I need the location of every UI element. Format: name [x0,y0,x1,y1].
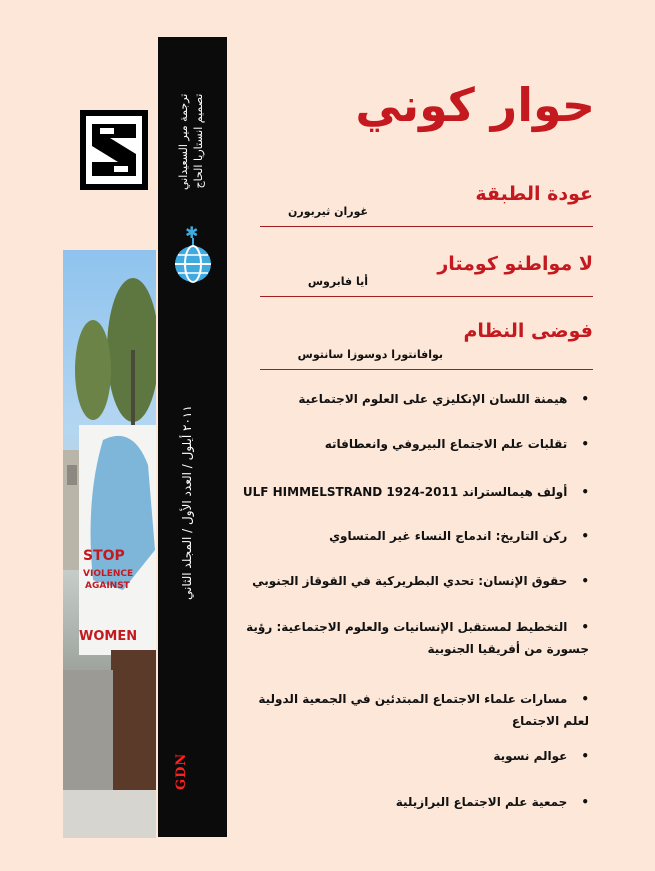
toc-item: •مسارات علماء الاجتماع المبتدئين في الجمعية الدولية لعلم الاجتماع [258,692,589,728]
toc-item: •هيمنة اللسان الإنكليزي على العلوم الاجتماعية [298,392,589,406]
toc-item: •ركن التاريخ: اندماج النساء غير المتساوي [329,529,589,543]
bullet-icon: • [581,437,589,451]
section-1 [260,183,593,227]
section-heading: عودة الطبقة [475,183,593,205]
bullet-icon: • [581,529,589,543]
bullet-icon: • [581,392,589,406]
sign-line-4: WOMEN [79,629,138,644]
bullet-icon: • [581,574,589,588]
section-3 [260,320,593,370]
section-author: غوران ثيربورن [288,205,368,218]
bullet-icon: • [581,620,589,634]
sign-line-1: STOP [83,548,125,564]
section-divider [260,296,593,297]
toc-item: •تقلبات علم الاجتماع البيروفي وانعطافاته [324,437,589,451]
publisher-mark: GDN [174,752,189,790]
section-2 [260,253,593,297]
bullet-icon: • [581,485,589,499]
issue-info: ٢٠١١ أيلول / العدد الأول / المجلد الثاني [180,405,194,600]
isa-logo [80,110,148,194]
section-author: أيا فابروس [307,275,368,288]
section-heading: فوضى النظام [463,320,593,342]
isa-logo-text: ISA [113,157,115,158]
toc-item: •جمعية علم الاجتماع البرازيلية [395,795,589,809]
toc-item: •أولف هيمالستراند ULF HIMMELSTRAND 1924-2011 [242,485,589,499]
cover-photo [63,250,156,838]
toc-item: •التخطيط لمستقبل الإنسانيات والعلوم الاجتماعية: رؤية جسورة من أفريقيا الجنوبية [246,620,589,656]
section-divider [260,369,593,370]
section-divider [260,226,593,227]
section-author: بوافانتورا دوسوزا سانتوس [297,348,443,361]
toc-item: •عوالم نسوية [493,749,589,763]
bullet-icon: • [581,692,589,706]
designer-credit: تصميم انستاريا الحاج [192,93,205,189]
spine-credits [176,94,206,190]
section-heading: لا مواطنو كومتار [437,253,593,275]
bullet-icon: • [581,795,589,809]
svg-text:✱: ✱ [185,223,199,242]
bullet-icon: • [581,749,589,763]
toc-item: •حقوق الإنسان: تحدي البطريركية في القوقاز الجنوبي [252,574,589,588]
magazine-title: حوار كوني [355,78,595,132]
sign-line-3: AGAINST [85,581,130,591]
sign-line-2: VIOLENCE [83,569,134,579]
translator-credit: ترجمة مير السعيداني [177,93,190,190]
globe-icon [173,222,219,288]
